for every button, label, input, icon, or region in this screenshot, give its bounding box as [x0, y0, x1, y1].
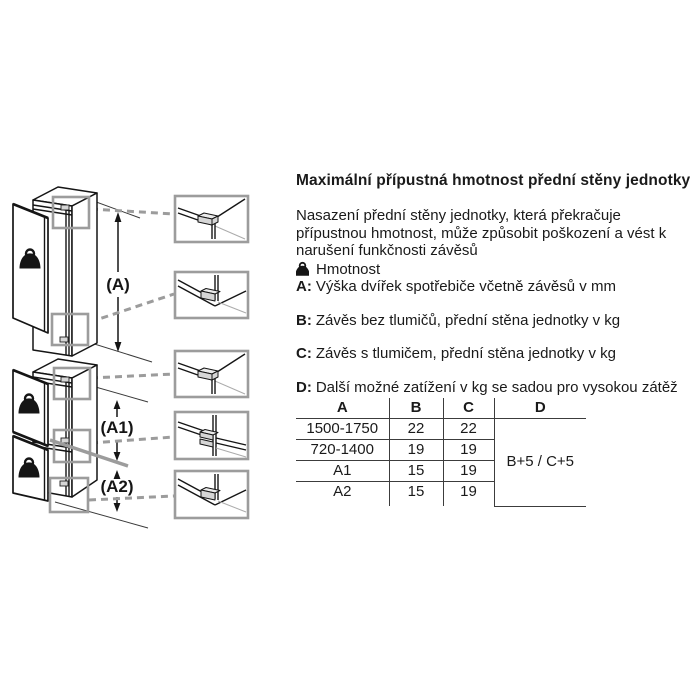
weight-table: [296, 398, 586, 507]
definition-d: [296, 379, 694, 397]
dimension-label-a: (A): [106, 275, 130, 294]
definition-text: Závěs s tlumičem, přední stěna jednotky v kg: [315, 345, 616, 362]
hinge-detail-boxes: [175, 196, 248, 518]
definition-key: C:: [296, 345, 312, 362]
column-header-d: D: [494, 398, 586, 419]
cell-d: B+5 / C+5: [494, 419, 586, 507]
installation-diagram: [0, 170, 256, 550]
weight-legend: [296, 261, 694, 279]
definition-text: Další možné zatížení v kg se sadou pro vysokou zátěž: [315, 378, 678, 396]
definition-key: B:: [296, 311, 312, 329]
cell-a: A1: [296, 461, 389, 482]
column-header-b: B: [389, 398, 443, 419]
cell-c: 22: [443, 419, 494, 440]
column-header-c: C: [443, 398, 494, 419]
page-title: Maximální přípustná hmotnost přední stěny jednotky: [296, 172, 691, 189]
cell-c: 19: [443, 461, 494, 482]
definition-text: Závěs bez tlumičů, přední stěna jednotky v kg: [315, 311, 621, 329]
cell-a: A2: [296, 482, 389, 503]
callout-connector: [89, 496, 174, 500]
cell-b: 15: [389, 461, 443, 482]
double-door-unit-figure: [13, 359, 174, 528]
intro-paragraph: Nasazení přední stěny jednotky, která překračuje přípustnou hmotnost, může způsobit poškození a vést k narušení funkčnosti závěsů: [296, 207, 667, 259]
cell-b: 22: [389, 419, 443, 440]
table-header-row: [296, 398, 586, 419]
cell-c: 19: [443, 440, 494, 461]
hinge-detail-box: [175, 412, 248, 459]
hinge-detail-box: [175, 351, 248, 397]
definition-b: [296, 312, 694, 330]
definition-c: [296, 345, 694, 363]
single-door-unit-figure: [13, 187, 174, 362]
definition-key: A:: [296, 278, 312, 295]
dimension-label-a1: (A1): [100, 418, 134, 437]
callout-connector: [90, 294, 174, 322]
hinge-detail-box: [175, 196, 248, 242]
callout-connector: [91, 374, 174, 378]
hinge-detail-box: [175, 272, 248, 318]
cell-b: 15: [389, 482, 443, 503]
table-row: [296, 419, 586, 440]
definition-a: [296, 278, 694, 296]
weight-icon: [296, 261, 309, 277]
cell-c: 19: [443, 482, 494, 503]
cell-b: 19: [389, 440, 443, 461]
column-header-a: A: [296, 398, 389, 419]
callout-connector: [91, 437, 174, 443]
dimension-label-a2: (A2): [100, 477, 134, 496]
weight-legend-label: Hmotnost: [316, 260, 381, 278]
definition-text: Výška dvířek spotřebiče včetně závěsů v mm: [315, 278, 616, 295]
text-column: [296, 171, 694, 507]
callout-connector: [91, 209, 174, 214]
hinge-detail-box: [175, 471, 248, 518]
cell-a: 720-1400: [296, 440, 389, 461]
cell-a: 1500-1750: [296, 419, 389, 440]
definition-key: D:: [296, 378, 312, 396]
